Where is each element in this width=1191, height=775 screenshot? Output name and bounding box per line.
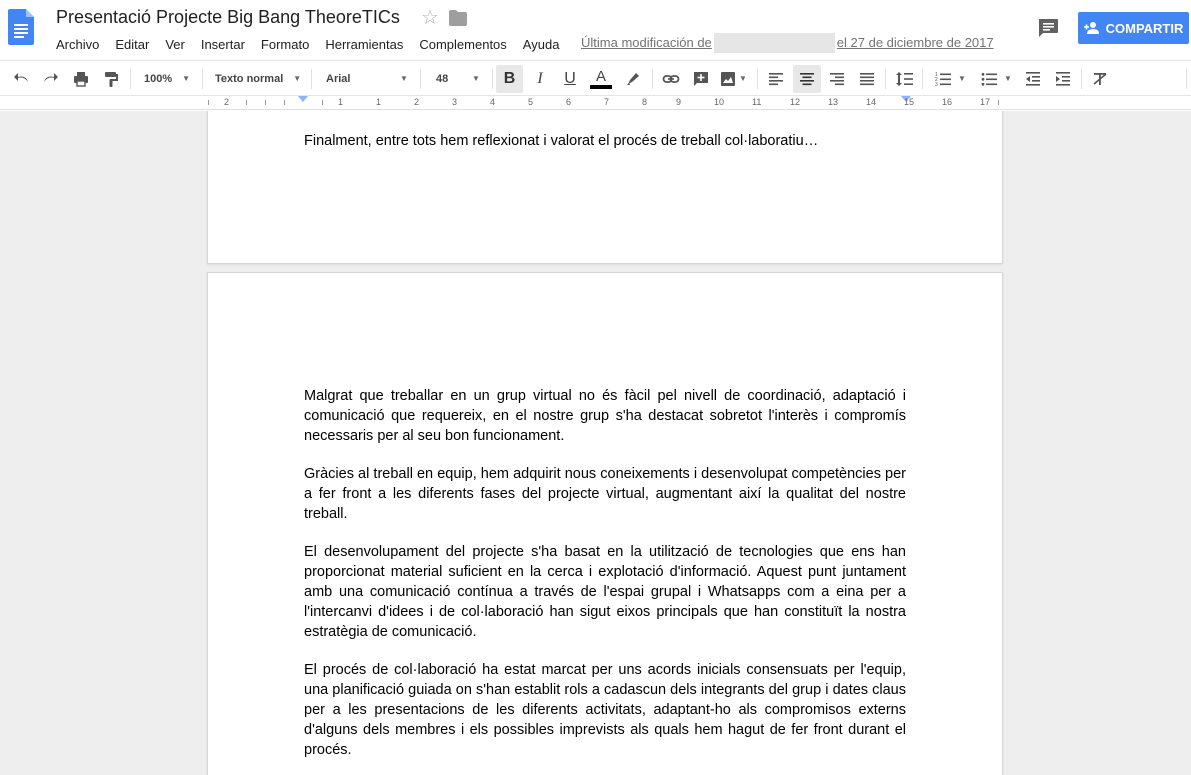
share-button[interactable]	[1078, 12, 1189, 44]
chevron-down-icon: ▼	[400, 74, 408, 83]
header	[0, 0, 1191, 60]
ruler-label: 2	[414, 97, 420, 107]
ruler-label: 11	[752, 97, 762, 107]
ruler-label: 9	[676, 97, 682, 107]
toolbar-divider	[1081, 69, 1082, 89]
ruler-label: 16	[942, 97, 953, 107]
ruler-label: 17	[980, 97, 991, 107]
chevron-down-icon: ▼	[958, 74, 966, 83]
font-value: Arial	[326, 72, 351, 85]
ruler-label: 2	[224, 97, 230, 107]
highlight-button[interactable]	[620, 61, 646, 96]
paragraph[interactable]: El desenvolupament del projecte s'ha basat en la utilització de tecnologies que ens han proporcionat material suficient en la cerca i explotació d'informació. Aquest punt juntament amb una comunicació contínua a través de l'espai grupal i Whatsapps com a eina per a l'intercanvi d'idees i de col·laboració han sigut eixos principals que han constituït la nostra estratègia de comunicació.	[304, 544, 906, 640]
ruler-label: 4	[490, 97, 496, 107]
increase-indent-icon	[1054, 70, 1072, 88]
text-color-icon: A	[595, 67, 606, 85]
paragraph[interactable]: Finalment, entre tots hem reflexionat i valorat el procés de treball col·laboratiu…	[304, 133, 819, 149]
toolbar-divider	[885, 69, 886, 89]
ruler-label: 5	[528, 97, 534, 107]
chevron-down-icon: ▼	[1004, 74, 1012, 83]
insert-image-button[interactable]	[716, 61, 750, 96]
decrease-indent-icon	[1024, 70, 1042, 88]
toolbar-divider	[130, 69, 131, 89]
paint-format-button[interactable]	[98, 61, 124, 96]
ruler-label: 14	[866, 97, 877, 107]
ruler-label: 3	[452, 97, 458, 107]
menu-formato[interactable]: Formato	[260, 36, 310, 52]
star-icon[interactable]: ☆	[421, 7, 439, 29]
redo-button[interactable]	[38, 61, 64, 96]
toolbar-divider	[311, 69, 312, 89]
align-center-button[interactable]	[793, 65, 821, 93]
chevron-down-icon: ▼	[739, 74, 747, 83]
undo-button[interactable]	[8, 61, 34, 96]
last-modified-prefix: Última modificación de	[581, 35, 712, 50]
print-button[interactable]	[68, 61, 94, 96]
folder-icon[interactable]	[449, 10, 467, 26]
ruler-tick	[998, 100, 999, 105]
bulleted-list-button[interactable]	[974, 61, 1018, 96]
bold-button[interactable]	[496, 65, 523, 93]
add-person-icon	[1084, 21, 1100, 35]
numbered-list-icon	[934, 70, 952, 88]
toolbar-divider	[202, 69, 203, 89]
ruler[interactable]	[0, 96, 1191, 110]
toolbar-divider	[1186, 69, 1187, 89]
align-right-button[interactable]	[824, 61, 850, 96]
chevron-down-icon: ▼	[472, 74, 480, 83]
underline-icon: U	[564, 69, 576, 87]
redacted-name	[714, 33, 835, 53]
paragraph[interactable]: Gràcies al treball en equip, hem adquirit nous coneixements i desenvolupat competències per a fer front a les diferents fases del projecte virtual, augmentant així la qualitat del nostre treball.	[304, 466, 906, 522]
link-icon	[662, 70, 680, 88]
left-indent-marker[interactable]	[298, 96, 308, 102]
print-icon	[72, 70, 90, 88]
paint-format-icon	[102, 70, 120, 88]
line-spacing-button[interactable]	[892, 61, 918, 96]
menu-ver[interactable]: Ver	[165, 36, 185, 52]
paragraph[interactable]: Malgrat que treballar en un grup virtual no és fàcil pel nivell de coordinació, adaptació i comunicació que requereix, en el nostre grup s'ha destacat sobretot l'interès i compromís necessaris per al seu bon funcionament.	[304, 388, 906, 444]
text-color-swatch	[590, 85, 612, 89]
paragraph[interactable]: El procés de col·laboració ha estat marcat per uns acords inicials consensuats per l'equip, una planificació guiada on s'han establit rols a cadascun dels integrants del grup i dates claus per a les presentacions de les diferents activitats, adaptant-ho als compromisos externs d'alguns dels membres i els possibles imprevists als quals hem hagut de fer front durant el procés.	[304, 662, 906, 758]
menu-bar	[56, 35, 575, 53]
menu-archivo[interactable]: Archivo	[56, 36, 100, 52]
text-color-button[interactable]	[587, 61, 615, 96]
align-center-icon	[798, 70, 816, 88]
align-left-icon	[767, 70, 785, 88]
underline-button[interactable]	[557, 61, 583, 96]
svg-text:3: 3	[935, 81, 938, 88]
highlighter-icon	[624, 70, 642, 88]
ruler-label: 1	[376, 97, 382, 107]
increase-indent-button[interactable]	[1050, 61, 1076, 96]
insert-link-button[interactable]	[658, 61, 684, 96]
bold-icon: B	[503, 70, 516, 87]
svg-text:1: 1	[935, 71, 938, 78]
ruler-tick	[265, 100, 266, 105]
ruler-label: 12	[790, 97, 801, 107]
paragraph-style-value: Texto normal	[215, 72, 284, 85]
ruler-tick	[322, 100, 323, 105]
menu-complementos[interactable]: Complementos	[419, 36, 507, 52]
svg-text:2: 2	[935, 76, 938, 83]
add-comment-icon	[692, 70, 710, 88]
align-left-button[interactable]	[763, 61, 789, 96]
font-size-select[interactable]	[436, 61, 490, 96]
numbered-list-button[interactable]	[928, 61, 972, 96]
chevron-down-icon: ▼	[182, 74, 191, 83]
clear-formatting-button[interactable]	[1087, 61, 1113, 96]
document-canvas[interactable]	[0, 111, 1191, 775]
toolbar-divider	[757, 69, 758, 89]
ruler-label: 7	[604, 97, 610, 107]
ruler-label: 10	[714, 97, 725, 107]
align-justify-icon	[858, 70, 876, 88]
menu-editar[interactable]: Editar	[115, 36, 150, 52]
font-select[interactable]	[326, 61, 414, 96]
italic-button[interactable]	[527, 61, 553, 96]
last-modified-link[interactable]	[581, 35, 994, 53]
document-page[interactable]	[207, 111, 1003, 264]
menu-ayuda[interactable]: Ayuda	[522, 36, 560, 52]
clear-formatting-icon	[1091, 70, 1109, 88]
font-size-value: 48	[436, 72, 449, 85]
line-spacing-icon	[896, 70, 914, 88]
comments-icon[interactable]	[1037, 17, 1059, 39]
chevron-down-icon: ▼	[293, 74, 302, 83]
italic-icon: I	[537, 69, 543, 87]
share-label: COMPARTIR	[1105, 20, 1184, 36]
toolbar-divider	[922, 69, 923, 89]
ruler-tick	[284, 100, 285, 105]
toolbar-divider	[652, 69, 653, 89]
document-title[interactable]: Presentació Projecte Big Bang TheoreTICs	[56, 7, 400, 27]
paragraph-style-select[interactable]	[215, 61, 303, 96]
redo-icon	[42, 70, 60, 88]
align-right-icon	[828, 70, 846, 88]
ruler-label: 13	[828, 97, 839, 107]
toolbar	[0, 60, 1191, 96]
last-modified-date: el 27 de diciembre de 2017	[836, 35, 994, 50]
document-page[interactable]	[207, 272, 1003, 775]
ruler-label: 8	[642, 97, 648, 107]
ruler-label: 6	[566, 97, 572, 107]
menu-insertar[interactable]: Insertar	[200, 36, 245, 52]
image-icon	[719, 70, 737, 88]
docs-logo-icon[interactable]	[8, 9, 34, 45]
ruler-tick	[208, 100, 209, 105]
ruler-label: 1	[338, 97, 344, 107]
ruler-tick	[246, 100, 247, 105]
toolbar-divider	[492, 69, 493, 89]
toolbar-divider	[420, 69, 421, 89]
zoom-select[interactable]	[144, 61, 198, 96]
justify-button[interactable]	[854, 61, 880, 96]
bulleted-list-icon	[980, 70, 998, 88]
zoom-value: 100%	[144, 72, 173, 85]
menu-herramientas[interactable]: Herramientas	[325, 36, 404, 52]
undo-icon	[12, 70, 30, 88]
decrease-indent-button[interactable]	[1020, 61, 1046, 96]
insert-comment-button[interactable]	[688, 61, 714, 96]
ruler-label: 15	[904, 97, 915, 107]
